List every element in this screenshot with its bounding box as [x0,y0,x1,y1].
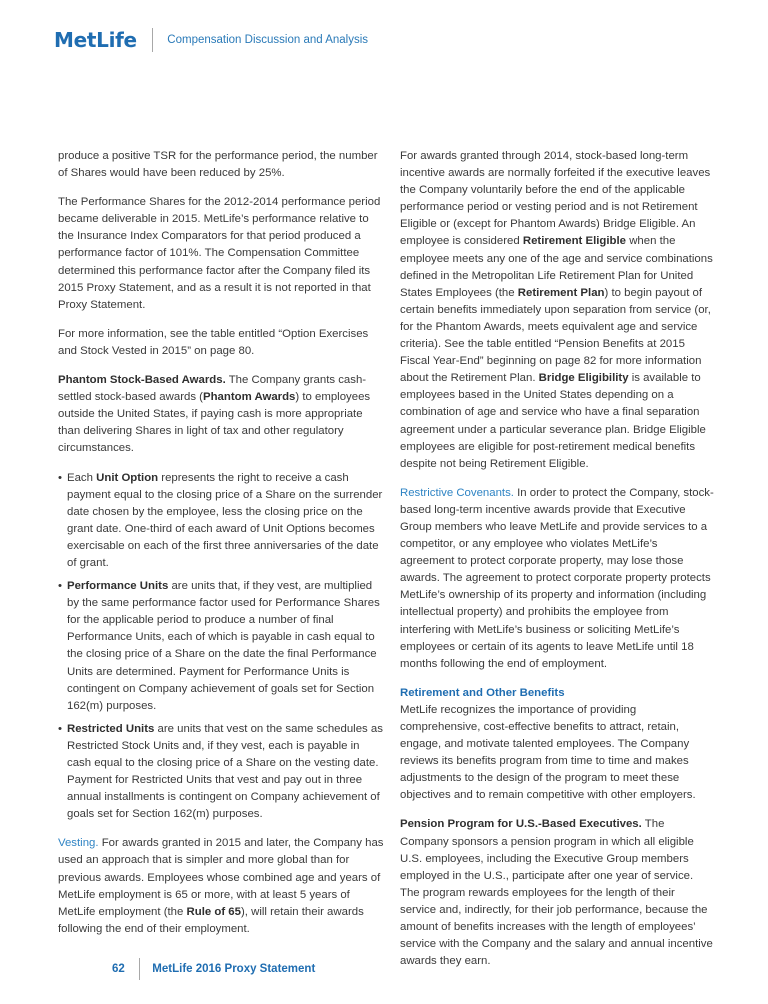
paragraph-retirement-benefits: MetLife recognizes the importance of providing comprehensive, cost-effective benefits to attract, retain, engage, and motivate talented employees. The Company reviews its benefits program from time to time and makes adjustments to the design of the program to meet these objectives and to remain competitive with other employers. [400,703,696,802]
paragraph-performance-shares: The Performance Shares for the 2012-2014 performance period became deliverable in 2015. MetLife’s performance relative to the Insurance Index Comparators for that period produced a performance factor of 101%. The Compensation Committee determined this performance factor after the Company filed its 2015 Proxy Statement, and as a result it is not reported in that Proxy Statement. [58,196,381,311]
term-rule-of-65: Rule of 65 [186,905,241,918]
right-column [400,148,714,982]
metlife-logo: MetLife [54,28,137,52]
bullet-restricted-units: • Restricted Units are units that vest on the same schedules as Restricted Stock Units and, if they vest, each is payable in cash equal to the closing price of a Share on the vesting date. Payment for Restricted Units that vest and pay out in three annual installments is contingent on Company achievement of goals set for Section 162(m) purposes. [58,721,384,824]
page-number: 62 [112,963,125,975]
paragraph-tsr: produce a positive TSR for the performance period, the number of Shares would have been reduced by 25%. [58,150,378,180]
footer-divider [139,958,141,980]
section-title: Compensation Discussion and Analysis [167,34,369,46]
bullet-unit-option: • Each Unit Option represents the right to receive a cash payment equal to the closing price of a Share on the surrender date chosen by the employee, less the closing price on the grant date. One-third of each award of Unit Options becomes exercisable on each of the first three anniversaries of the date of grant. [58,470,384,573]
left-column [58,148,384,950]
covenants-heading: Restrictive Covenants. [400,486,514,499]
pension-heading: Pension Program for U.S.-Based Executives. [400,818,642,831]
retirement-benefits-heading: Retirement and Other Benefits [400,686,565,699]
paragraph-vesting: Vesting. For awards granted in 2015 and later, the Company has used an approach that is simpler and more global than for previous awards. Employees whose combined age and years of MetLife employment is 65 or more, with at least 5 years of MetLife employment (the Rule of 65), will retain their awards following the end of their employment. [58,837,384,935]
paragraph-more-info: For more information, see the table entitled “Option Exercises and Stock Vested in 2015” on page 80. [58,327,369,357]
page-footer [112,958,315,980]
header-divider [152,28,154,52]
phantom-bullet-list [58,470,384,824]
paragraph-retirement-eligibility: For awards granted through 2014, stock-based long-term incentive awards are normally forfeited if the executive leaves the Company voluntarily before the end of the applicable performance period or vesting period and is not Retirement Eligible or (except for Phantom Awards) Bridge Eligible. An employee is considered Retirement Eligible when the employee meets any one of the age and service combinations defined in the Metropolitan Life Retirement Plan for United States Employees (the Retirement Plan) to begin payout of certain benefits immediately upon separation from service (or, for the Phantom Awards, meets equivalent age and service criteria). See the table entitled “Pension Benefits at 2015 Fiscal Year-End” beginning on page 82 for more information about the Retirement Plan. Bridge Eligibility is available to employees based in the United States depending on a combination of age and service who have a final separation agreement under a particular severance plan. Bridge Eligible employees are eligible for post-retirement medical benefits despite not being Retirement Eligible. [400,150,713,470]
paragraph-phantom-awards: Phantom Stock-Based Awards. The Company grants cash-settled stock-based awards (Phantom Awards) to employees outside the United States, if paying cash is more appropriate than delivering Shares in light of tax and other regulatory circumstances. [58,374,371,455]
vesting-heading: Vesting. [58,837,99,850]
page-header [54,26,368,54]
phantom-heading: Phantom Stock-Based Awards. [58,374,226,387]
term-phantom-awards: Phantom Awards [202,391,296,404]
paragraph-pension-program: Pension Program for U.S.-Based Executives. The Company sponsors a pension program in which all eligible U.S. employees, including the Executive Group members employed in the U.S., participate after one year of service. The program rewards employees for the length of their service and, indirectly, for their job performance, because the amount of benefits increases with the length of employees’ service with the Company and the salary and annual incentive awards they earn. [400,818,713,968]
paragraph-restrictive-covenants: Restrictive Covenants. In order to protect the Company, stock-based long-term incentive awards provide that Executive Group members who leave MetLife and provide services to a competitor, or any employee who violates MetLife’s agreement to protect corporate property, may lose those awards. The agreement to protect corporate property protects MetLife’s ownership of its property and information (including intellectual property) and prohibits the employee from interfering with MetLife’s business or soliciting MetLife’s employees or certain of its agents to leave MetLife until 18 months following the end of employment. [400,486,714,670]
document-title: MetLife 2016 Proxy Statement [152,963,316,975]
bullet-performance-units: • Performance Units are units that, if they vest, are multiplied by the same performance factor used for Performance Shares for the applicable period to produce a number of final Performance Units, each of which is payable in cash equal to the closing price of a Share on the date the final Performance Units are determined. Payment for Performance Units is contingent on Company achievement of goals set for Section 162(m) purposes. [58,578,384,715]
